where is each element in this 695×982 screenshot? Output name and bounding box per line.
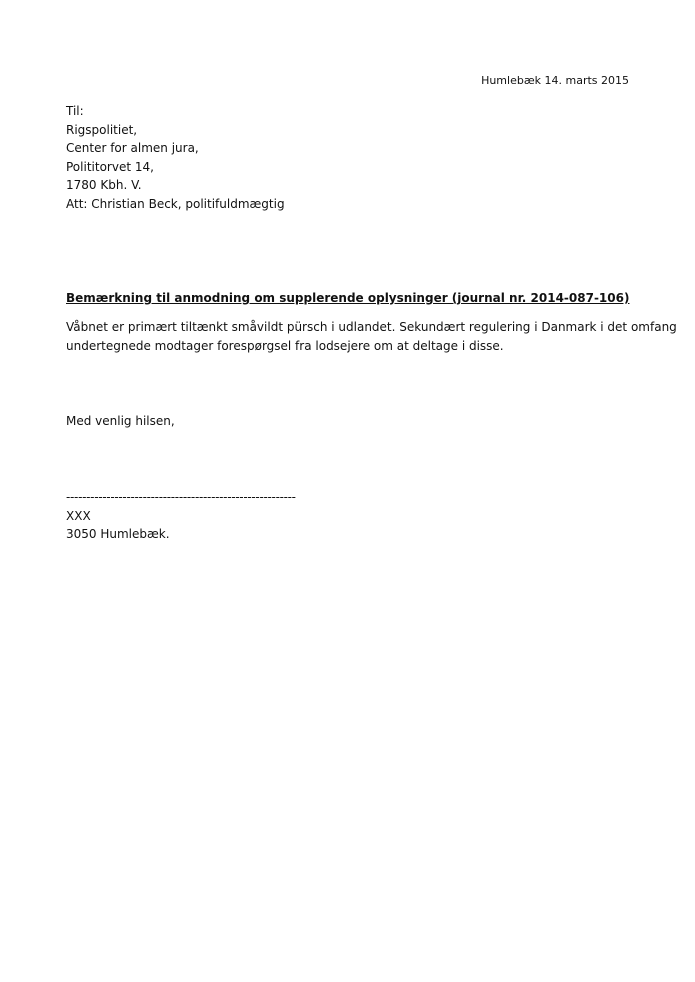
recipient-line: Center for almen jura, [66,141,199,155]
recipient-line: Att: Christian Beck, politifuldmægtig [66,196,285,211]
signature-name: XXX [66,508,91,523]
date-line: Humlebæk 14. marts 2015 [481,74,629,87]
body-paragraph [66,318,677,355]
recipient-line: Rigspolitiet, [66,122,138,137]
signature-block [66,488,296,544]
recipient-line: Til: [66,104,84,118]
body-line: undertegnede modtager forespørgsel fra lodsejere om at deltage i disse. [66,338,504,353]
recipient-line: 1780 Kbh. V. [66,178,142,192]
signature-city: 3050 Humlebæk. [66,527,170,541]
subject-heading: Bemærkning til anmodning om supplerende oplysninger (journal nr. 2014-087-106) [66,291,630,305]
signature-line: --------------------------------------------------------- [66,490,296,504]
body-line: Våbnet er primært tiltænkt småvildt pürsch i udlandet. Sekundært regulering i Danmark i det omfang [66,320,677,334]
closing-salutation: Med venlig hilsen, [66,414,175,428]
recipient-address [66,102,285,213]
recipient-line: Polititorvet 14, [66,159,154,174]
